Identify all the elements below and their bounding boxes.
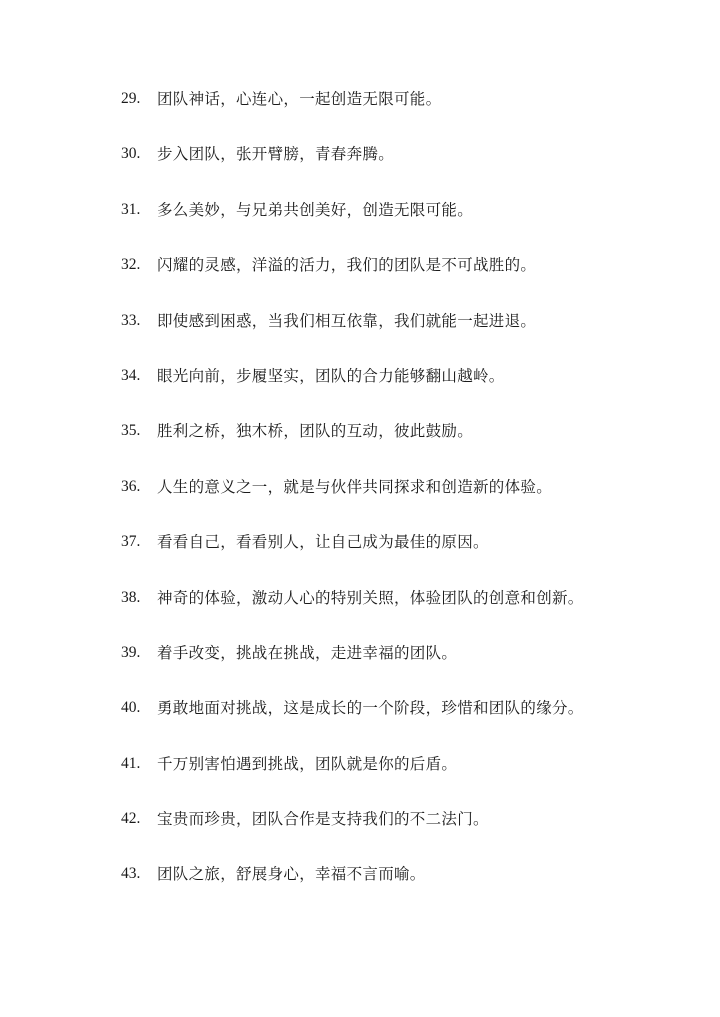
item-number: 32. — [121, 256, 141, 274]
list-item — [121, 640, 701, 695]
item-text: 团队神话，心连心，一起创造无限可能。 — [157, 90, 442, 108]
item-number: 31. — [121, 200, 141, 218]
numbered-list — [121, 86, 701, 917]
item-number: 43. — [121, 865, 141, 883]
item-text: 着手改变，挑战在挑战，走进幸福的团队。 — [157, 643, 458, 662]
item-text: 多么美妙，与兄弟共创美好，创造无限可能。 — [157, 200, 474, 219]
list-item — [121, 86, 701, 141]
list-item — [121, 751, 701, 806]
list-item — [121, 252, 701, 307]
item-text: 神奇的体验，激动人心的特别关照，体验团队的创意和创新。 — [157, 588, 584, 607]
item-number: 36. — [121, 477, 141, 495]
list-item — [121, 308, 701, 363]
item-text: 看看自己，看看别人，让自己成为最佳的原因。 — [157, 533, 489, 552]
item-number: 37. — [121, 533, 141, 551]
item-text: 步入团队，张开臂膀，青春奔腾。 — [157, 145, 395, 164]
list-item — [121, 585, 701, 640]
list-item — [121, 418, 701, 473]
item-text: 人生的意义之一，就是与伙伴共同探求和创造新的体验。 — [157, 477, 553, 496]
list-item — [121, 695, 701, 750]
list-item — [121, 197, 701, 252]
item-number: 34. — [121, 366, 141, 384]
item-text: 闪耀的灵感，洋溢的活力，我们的团队是不可战胜的。 — [157, 256, 537, 275]
item-text: 宝贵而珍贵，团队合作是支持我们的不二法门。 — [157, 810, 489, 829]
list-item — [121, 861, 701, 916]
item-number: 38. — [121, 588, 141, 606]
item-text: 胜利之桥，独木桥，团队的互动，彼此鼓励。 — [157, 422, 474, 441]
list-item — [121, 141, 701, 196]
item-number: 30. — [121, 145, 141, 163]
item-number: 42. — [121, 810, 141, 828]
list-item — [121, 363, 701, 418]
item-number: 33. — [121, 311, 141, 329]
item-number: 35. — [121, 422, 141, 440]
item-number: 40. — [121, 699, 141, 717]
list-item — [121, 806, 701, 861]
list-item — [121, 474, 701, 529]
item-text: 团队之旅，舒展身心，幸福不言而喻。 — [157, 865, 426, 884]
item-number: 29. — [121, 90, 141, 107]
item-text: 眼光向前，步履坚实，团队的合力能够翻山越岭。 — [157, 366, 505, 385]
item-number: 41. — [121, 754, 141, 772]
list-item — [121, 529, 701, 584]
item-text: 千万别害怕遇到挑战，团队就是你的后盾。 — [157, 754, 458, 773]
item-text: 勇敢地面对挑战，这是成长的一个阶段，珍惜和团队的缘分。 — [157, 699, 584, 718]
item-number: 39. — [121, 643, 141, 661]
item-text: 即使感到困惑，当我们相互依靠，我们就能一起进退。 — [157, 311, 537, 330]
